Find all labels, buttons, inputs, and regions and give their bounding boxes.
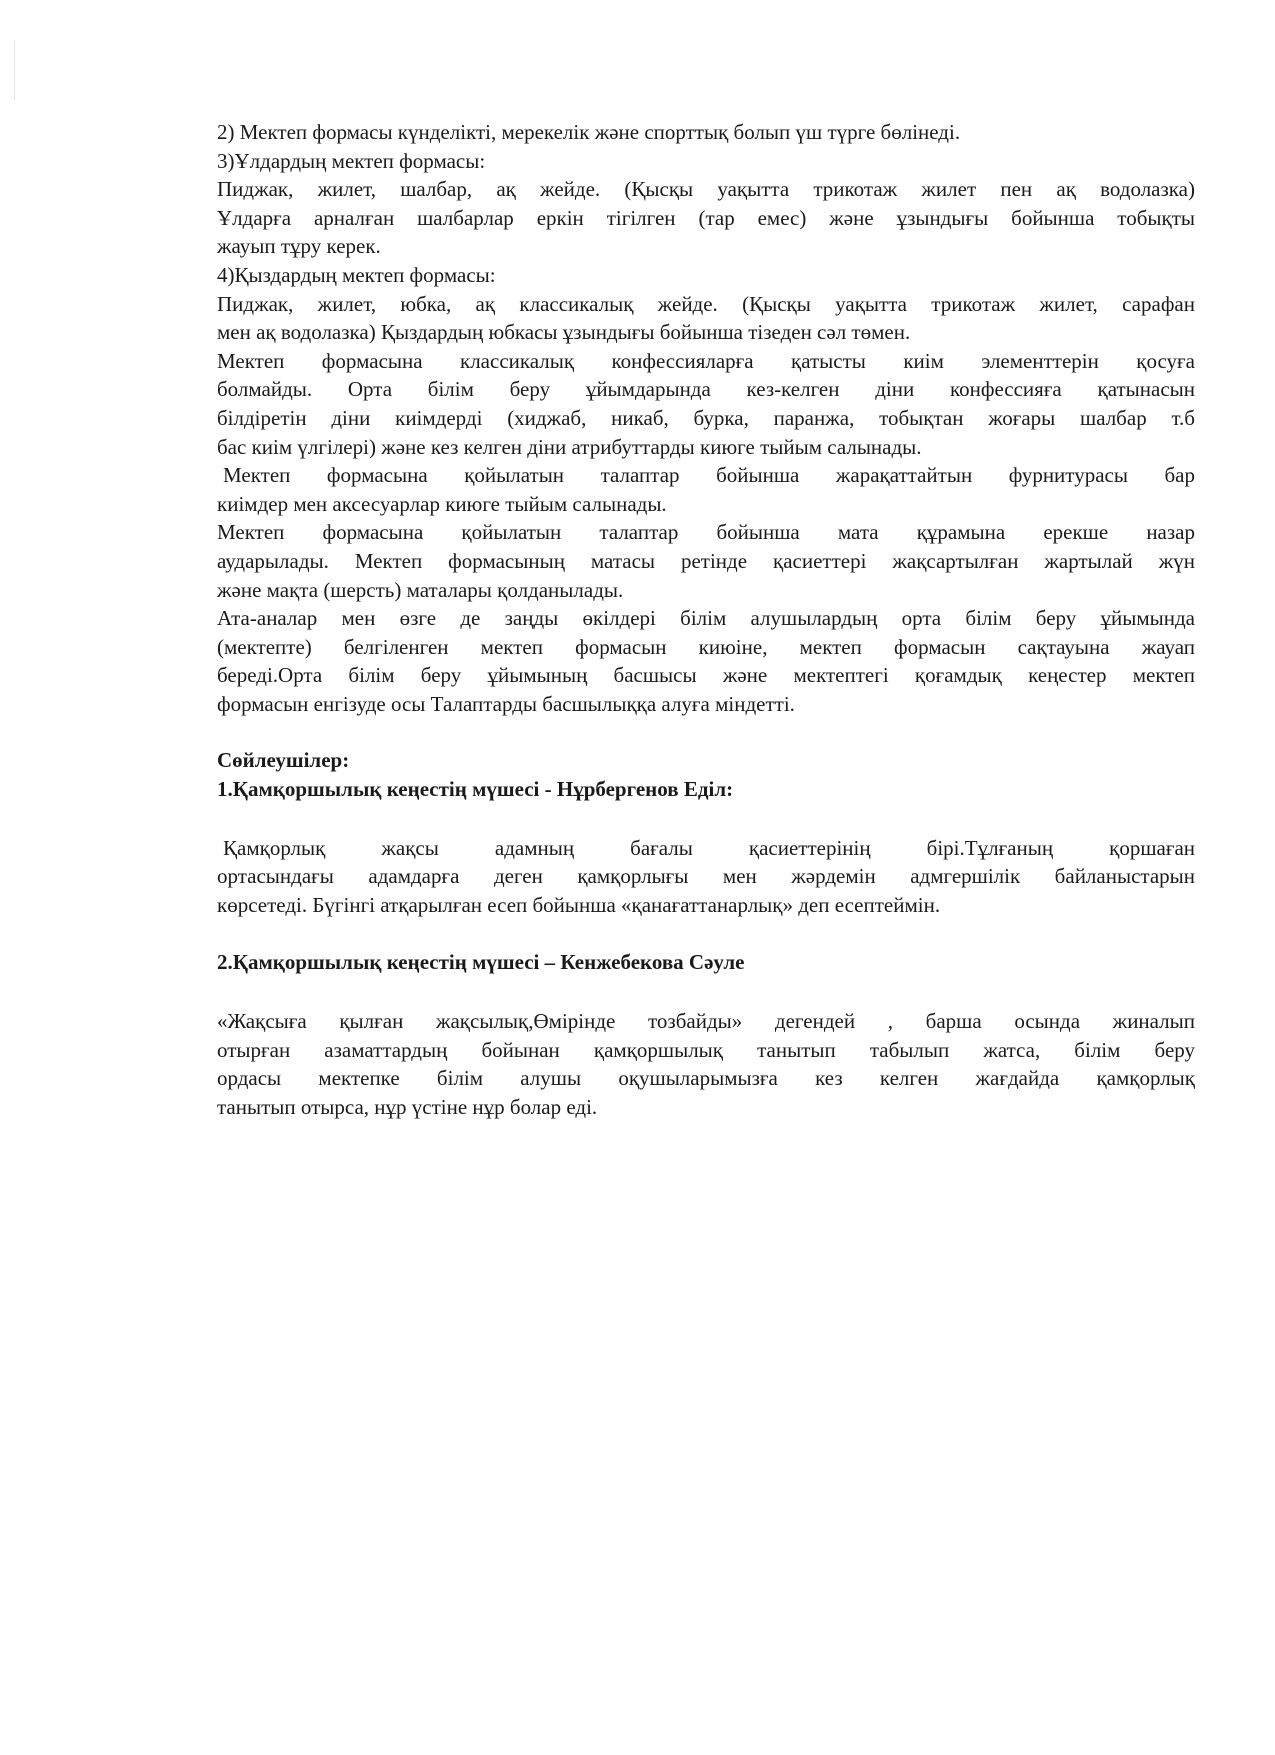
text-line: Ұлдарға арналған шалбарлар еркін тігілген (тар емес) және ұзындығы бойынша тобықты [217,205,1195,230]
text-line: Мектеп формасына қойылатын талаптар бойынша мата құрамына ерекше назар [217,520,1195,545]
text-line: білдіретін діни киімдерді (хиджаб, никаб, бурка, паранжа, тобықтан жоғары шалбар т.б [217,405,1195,430]
text-line: 2) Мектеп формасы күнделікті, мерекелік және спорттық болып үш түрге бөлінеді. [217,120,961,144]
text-line: 3)Ұлдардың мектеп формасы: [217,148,486,173]
text-line: Пиджак, жилет, шалбар, ақ жейде. (Қысқы уақытта трикотаж жилет пен ақ водолазка) [217,177,1195,202]
spacer [217,919,1195,948]
text-line: танытып отырса, нұр үстіне нұр болар еді. [217,1094,598,1119]
text-line: Қамқорлық жақсы адамның бағалы қасиеттерінің бірі.Тұлғаның қоршаған [223,835,1195,860]
text-line: формасын енгізуде осы Талаптарды басшылыққа алуға міндетті. [217,691,795,716]
text-line: отырған азаматтардың бойынан қамқоршылық танытып табылып жатса, білім беру [217,1037,1195,1062]
text-line: 4)Қыздардың мектеп формасы: [217,262,496,287]
text-line: жауып тұру керек. [217,234,381,259]
text-line: ордасы мектепке білім алушы оқушыларымызға кез келген жағдайда қамқорлық [217,1066,1195,1091]
text-line: және мақта (шерсть) маталары қолданылады. [217,577,624,602]
document-body [217,118,1195,1121]
speaker1-heading: 1.Қамқоршылық кеңестің мүшесі - Нұрбергенов Еділ: [217,777,734,802]
text-line: «Жақсыға қылған жақсылық,Өмірінде тозбайды» дегендей , барша осында жиналып [217,1009,1195,1034]
speakers-heading: Сөйлеушілер: [217,748,350,773]
text-line: бас киім үлгілері) және кез келген діни атрибуттарды киюге тыйым салынады. [217,434,922,459]
text-line: аударылады. Мектеп формасының матасы ретінде қасиеттері жақсартылған жартылай жүн [217,548,1195,573]
text-line: болмайды. Орта білім беру ұйымдарында кез-келген діни конфессияға қатынасын [217,377,1195,402]
text-line: Мектеп формасына қойылатын талаптар бойынша жарақаттайтын фурнитурасы бар [223,463,1195,488]
speaker2-heading: 2.Қамқоршылық кеңестің мүшесі – Кенжебекова Сәуле [217,950,745,975]
spacer [217,804,1195,834]
text-line: ортасындағы адамдарға деген қамқорлығы мен жәрдемін адмгершілік байланыстарын [217,864,1195,889]
spacer [217,977,1195,1007]
text-line: көрсетеді. Бүгінгі атқарылған есеп бойынша «қанағаттанарлық» деп есептеймін. [217,892,941,917]
text-line: (мектепте) белгіленген мектеп формасын киюіне, мектеп формасын сақтауына жауап [217,634,1195,659]
scan-mark [14,40,15,100]
text-line: Мектеп формасына классикалық конфессияларға қатысты киім элементтерін қосуға [217,348,1195,373]
text-line: мен ақ водолазка) Қыздардың юбкасы ұзындығы бойынша тізеден сәл төмен. [217,320,911,345]
text-line: Пиджак, жилет, юбка, ақ классикалық жейде. (Қысқы уақытта трикотаж жилет, сарафан [217,291,1195,316]
text-line: береді.Орта білім беру ұйымының басшысы және мектептегі қоғамдық кеңестер мектеп [217,663,1195,688]
text-line: Ата-аналар мен өзге де заңды өкілдері білім алушылардың орта білім беру ұйымында [217,606,1195,631]
text-line: киімдер мен аксесуарлар киюге тыйым салынады. [217,491,667,516]
spacer [217,718,1195,746]
